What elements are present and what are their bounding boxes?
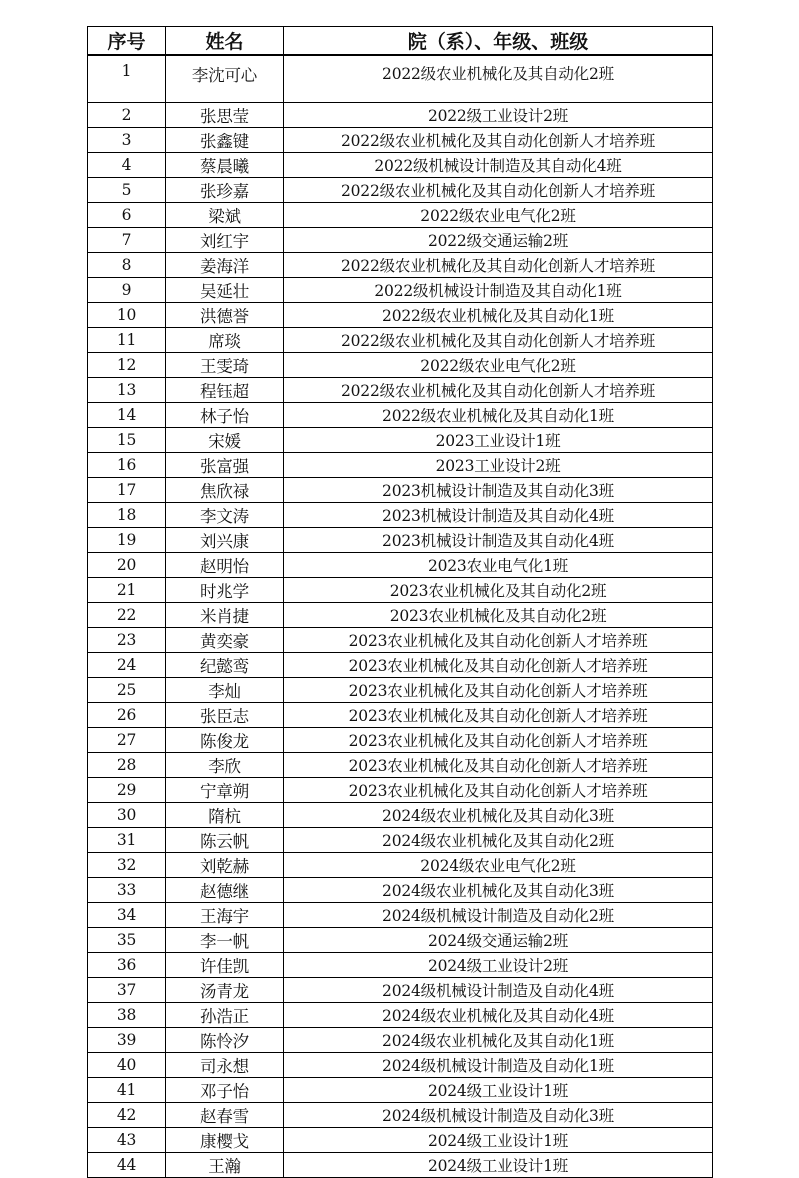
student-class: 2024级工业设计1班 [284,1152,713,1177]
student-class: 2023工业设计1班 [284,427,713,452]
table-row [88,502,713,527]
student-class: 2023农业机械化及其自动化创新人才培养班 [284,652,713,677]
table-row [88,702,713,727]
student-name: 刘兴康 [166,527,284,552]
row-number: 15 [88,427,166,452]
row-number: 34 [88,902,166,927]
table-row [88,902,713,927]
student-name: 赵明怡 [166,552,284,577]
table-row [88,377,713,402]
table-row [88,102,713,127]
student-class: 2023机械设计制造及其自动化3班 [284,477,713,502]
student-name: 黄奕豪 [166,627,284,652]
student-name: 陈怜汐 [166,1027,284,1052]
student-name: 李灿 [166,677,284,702]
table-row [88,602,713,627]
table-body [88,55,713,1177]
table-row [88,802,713,827]
student-name: 王雯琦 [166,352,284,377]
student-name: 李文涛 [166,502,284,527]
student-class: 2024级农业电气化2班 [284,852,713,877]
student-class: 2024级农业机械化及其自动化3班 [284,877,713,902]
row-number: 32 [88,852,166,877]
row-number: 28 [88,752,166,777]
row-number: 12 [88,352,166,377]
student-name: 康樱戈 [166,1127,284,1152]
student-class: 2024级机械设计制造及自动化3班 [284,1102,713,1127]
student-name: 姜海洋 [166,252,284,277]
table-row [88,1027,713,1052]
row-number: 19 [88,527,166,552]
table-row [88,827,713,852]
student-name: 许佳凯 [166,952,284,977]
table-row [88,877,713,902]
row-number: 39 [88,1027,166,1052]
row-number: 29 [88,777,166,802]
student-name: 林子怡 [166,402,284,427]
table-row [88,452,713,477]
student-class: 2023机械设计制造及其自动化4班 [284,502,713,527]
student-name: 汤青龙 [166,977,284,1002]
student-class: 2024级工业设计2班 [284,952,713,977]
student-class: 2022级农业机械化及其自动化创新人才培养班 [284,252,713,277]
student-name: 纪懿鸾 [166,652,284,677]
row-number: 2 [88,102,166,127]
row-number: 30 [88,802,166,827]
table-row [88,927,713,952]
student-class: 2024级工业设计1班 [284,1127,713,1152]
student-class: 2023农业机械化及其自动化2班 [284,602,713,627]
student-roster-table [87,26,713,1178]
student-name: 梁斌 [166,202,284,227]
table-row [88,227,713,252]
student-class: 2022级工业设计2班 [284,102,713,127]
header-name: 姓名 [166,27,284,56]
table-row [88,652,713,677]
student-class: 2024级农业机械化及其自动化4班 [284,1002,713,1027]
row-number: 38 [88,1002,166,1027]
table-row [88,1152,713,1177]
table-row [88,1077,713,1102]
student-name: 陈云帆 [166,827,284,852]
student-class: 2023农业机械化及其自动化创新人才培养班 [284,727,713,752]
student-name: 刘红宇 [166,227,284,252]
student-class: 2024级交通运输2班 [284,927,713,952]
row-number: 6 [88,202,166,227]
student-class: 2023工业设计2班 [284,452,713,477]
row-number: 33 [88,877,166,902]
table-row [88,777,713,802]
row-number: 13 [88,377,166,402]
student-name: 王海宇 [166,902,284,927]
student-class: 2024级机械设计制造及自动化1班 [284,1052,713,1077]
student-name: 张鑫键 [166,127,284,152]
row-number: 27 [88,727,166,752]
student-class: 2022级农业电气化2班 [284,202,713,227]
student-name: 李沈可心 [166,55,284,102]
row-number: 9 [88,277,166,302]
student-name: 焦欣禄 [166,477,284,502]
table-row [88,327,713,352]
table-row [88,752,713,777]
student-name: 刘乾赫 [166,852,284,877]
table-row [88,477,713,502]
table-row [88,527,713,552]
header-class: 院（系）、年级、班级 [284,27,713,56]
row-number: 22 [88,602,166,627]
row-number: 44 [88,1152,166,1177]
table-row [88,352,713,377]
student-name: 张珍嘉 [166,177,284,202]
table-row [88,177,713,202]
student-class: 2024级农业机械化及其自动化2班 [284,827,713,852]
student-name: 赵德继 [166,877,284,902]
student-name: 宋媛 [166,427,284,452]
row-number: 37 [88,977,166,1002]
row-number: 43 [88,1127,166,1152]
student-class: 2022级机械设计制造及其自动化1班 [284,277,713,302]
student-class: 2022级农业机械化及其自动化2班 [284,55,713,102]
row-number: 7 [88,227,166,252]
row-number: 40 [88,1052,166,1077]
student-name: 司永想 [166,1052,284,1077]
table-row [88,1052,713,1077]
student-class: 2022级农业电气化2班 [284,352,713,377]
student-name: 张富强 [166,452,284,477]
student-class: 2024级机械设计制造及自动化2班 [284,902,713,927]
student-class: 2023农业机械化及其自动化创新人才培养班 [284,627,713,652]
row-number: 36 [88,952,166,977]
row-number: 41 [88,1077,166,1102]
table-row [88,427,713,452]
student-name: 王瀚 [166,1152,284,1177]
row-number: 35 [88,927,166,952]
row-number: 5 [88,177,166,202]
row-number: 42 [88,1102,166,1127]
table-row [88,677,713,702]
row-number: 24 [88,652,166,677]
table-row [88,952,713,977]
student-class: 2022级农业机械化及其自动化1班 [284,402,713,427]
student-class: 2023农业机械化及其自动化创新人才培养班 [284,702,713,727]
student-class: 2022级机械设计制造及其自动化4班 [284,152,713,177]
row-number: 31 [88,827,166,852]
student-name: 孙浩正 [166,1002,284,1027]
student-class: 2024级工业设计1班 [284,1077,713,1102]
table-row [88,202,713,227]
row-number: 25 [88,677,166,702]
student-class: 2023农业电气化1班 [284,552,713,577]
student-name: 时兆学 [166,577,284,602]
student-name: 李欣 [166,752,284,777]
table-row [88,402,713,427]
table-row [88,152,713,177]
table-row [88,627,713,652]
table-row [88,577,713,602]
student-class: 2023农业机械化及其自动化创新人才培养班 [284,752,713,777]
row-number: 17 [88,477,166,502]
row-number: 18 [88,502,166,527]
student-class: 2022级农业机械化及其自动化创新人才培养班 [284,377,713,402]
student-class: 2024级农业机械化及其自动化1班 [284,1027,713,1052]
row-number: 10 [88,302,166,327]
student-class: 2022级农业机械化及其自动化1班 [284,302,713,327]
student-name: 邓子怡 [166,1077,284,1102]
row-number: 23 [88,627,166,652]
student-name: 蔡晨曦 [166,152,284,177]
table-row [88,1102,713,1127]
student-name: 席琰 [166,327,284,352]
row-number: 26 [88,702,166,727]
student-class: 2022级交通运输2班 [284,227,713,252]
row-number: 21 [88,577,166,602]
row-number: 16 [88,452,166,477]
student-name: 李一帆 [166,927,284,952]
table-row [88,727,713,752]
student-name: 米肖捷 [166,602,284,627]
table-row [88,1002,713,1027]
table-row [88,127,713,152]
header-no: 序号 [88,27,166,56]
student-class: 2022级农业机械化及其自动化创新人才培养班 [284,327,713,352]
table-header-row [88,27,713,56]
table-row [88,977,713,1002]
table-row [88,252,713,277]
student-name: 赵春雪 [166,1102,284,1127]
table-row [88,302,713,327]
table-row [88,852,713,877]
table-row [88,277,713,302]
table-row [88,552,713,577]
student-name: 张思莹 [166,102,284,127]
row-number: 1 [88,55,166,102]
student-name: 洪德誉 [166,302,284,327]
student-class: 2024级农业机械化及其自动化3班 [284,802,713,827]
row-number: 14 [88,402,166,427]
student-class: 2024级机械设计制造及自动化4班 [284,977,713,1002]
student-name: 陈俊龙 [166,727,284,752]
row-number: 20 [88,552,166,577]
row-number: 4 [88,152,166,177]
student-class: 2022级农业机械化及其自动化创新人才培养班 [284,127,713,152]
student-name: 吴延壮 [166,277,284,302]
student-class: 2023机械设计制造及其自动化4班 [284,527,713,552]
student-class: 2023农业机械化及其自动化创新人才培养班 [284,777,713,802]
table-row [88,1127,713,1152]
row-number: 11 [88,327,166,352]
student-class: 2023农业机械化及其自动化创新人才培养班 [284,677,713,702]
student-class: 2023农业机械化及其自动化2班 [284,577,713,602]
student-name: 宁章朔 [166,777,284,802]
student-name: 程钰超 [166,377,284,402]
row-number: 3 [88,127,166,152]
table-row [88,55,713,102]
student-name: 张臣志 [166,702,284,727]
student-name: 隋杭 [166,802,284,827]
student-class: 2022级农业机械化及其自动化创新人才培养班 [284,177,713,202]
row-number: 8 [88,252,166,277]
